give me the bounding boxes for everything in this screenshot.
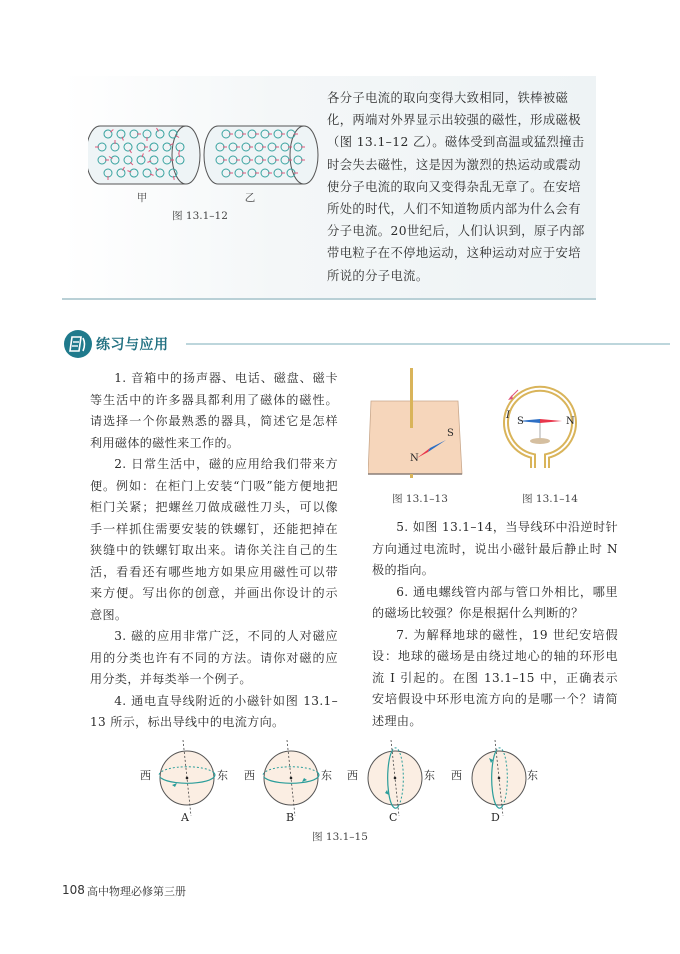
reading-box-paragraph: 各分子电流的取向变得大致相同，铁棒被磁化，两端对外界显示出较强的磁性，形成磁极（图 13.1–12 乙）。磁体受到高温或猛烈撞击时会失去磁性，这是因为激烈的热运动或震动使分子电流的取向又变得杂乱无章了。在安培所处的时代，人们不知道物质内部为什么会有分子电流。20世纪后，人们认识到，原子内部带电粒子在不停地运动，这种运动对应于安培所说的分子电流。	[327, 91, 585, 283]
sphere-b	[263, 740, 319, 816]
figure-13-1-14-current-loop	[496, 384, 596, 484]
exercise-7: 7. 为解释地球的磁性，19 世纪安培假设：地球的磁场是由绕过地心的轴的环形电流 I 引起的。在图 13.1–15 中，正确表示安培假设中环形电流方向的是哪一个？请简述理由。	[372, 627, 618, 728]
book-title: 高中物理必修第三册	[87, 885, 186, 898]
option-b-label: B	[286, 811, 295, 824]
exercise-2: 2. 日常生活中，磁的应用给我们带来方便。例如：在柜门上安装“门吸”能方便地把柜门关紧；把螺丝刀做成磁性刀头，可以像手一样抓住需要安装的铁螺钉，还能把掉在狭缝中的铁螺钉取出来。请你关注自己的生活，看看还有哪些地方如果应用磁性可以带来方便。写出你的创意，并画出你设计的示意图。	[90, 457, 338, 622]
sphere-a	[159, 740, 215, 816]
exercise-5: 5. 如图 13.1–14，当导线环中沿逆时针方向通过电流时，说出小磁针最后静止时 N 极的指向。	[372, 520, 618, 577]
page-number: 108	[62, 883, 85, 897]
option-c-label: C	[389, 811, 398, 824]
option-d-label: D	[491, 811, 500, 824]
figure-13-1-12-cylinders	[88, 122, 328, 188]
figure-13-1-13-wire-board	[368, 368, 478, 478]
fig14-current-label: I	[506, 410, 510, 421]
west-label-b: 西	[244, 769, 255, 782]
section-title: 练习与应用	[96, 337, 169, 353]
panel-label-yi: 乙	[244, 192, 256, 204]
cylinder-jia	[88, 126, 200, 184]
exercise-4: 4. 通电直导线附近的小磁针如图 13.1–13 所示，标出导线中的电流方向。	[90, 693, 338, 729]
east-label-a: 东	[217, 769, 228, 782]
west-label-c: 西	[347, 769, 358, 782]
fig13-pole-s: S	[447, 428, 454, 439]
exercise-1: 1. 音箱中的扬声器、电话、磁盘、磁卡等生活中的许多器具都利用了磁体的磁性。请选择一个你最熟悉的器具，简述它是怎样利用磁体的磁性来工作的。	[90, 371, 338, 450]
east-label-b: 东	[321, 769, 332, 782]
figure-caption-13-1-15: 图 13.1–15	[312, 831, 368, 843]
exercise-book-icon	[64, 330, 92, 358]
exercise-3: 3. 磁的应用非常广泛，不同的人对磁应用的分类也许有不同的方法。请你对磁的应用分类，并每类举一个例子。	[90, 629, 338, 686]
sphere-c	[368, 740, 422, 816]
west-label-a: 西	[140, 769, 151, 782]
option-a-label: A	[181, 811, 189, 824]
east-label-d: 东	[527, 769, 538, 782]
section-divider	[186, 343, 670, 345]
sphere-d	[472, 740, 526, 816]
panel-label-jia: 甲	[136, 192, 148, 204]
exercises-left-column	[90, 368, 338, 734]
figure-caption-13-1-13: 图 13.1–13	[392, 493, 448, 505]
west-label-d: 西	[451, 769, 462, 782]
fig14-pole-s: S	[517, 416, 524, 427]
east-label-c: 东	[424, 769, 435, 782]
fig13-pole-n: N	[410, 453, 419, 464]
exercise-6: 6. 通电螺线管内部与管口外相比，哪里的磁场比较强？你是根据什么判断的？	[372, 584, 618, 620]
figure-caption-13-1-14: 图 13.1–14	[522, 493, 578, 505]
cylinder-yi	[204, 126, 318, 184]
exercises-right-column	[372, 517, 618, 732]
figure-caption-13-1-12: 图 13.1–12	[172, 210, 228, 222]
fig14-pole-n: N	[566, 416, 575, 427]
